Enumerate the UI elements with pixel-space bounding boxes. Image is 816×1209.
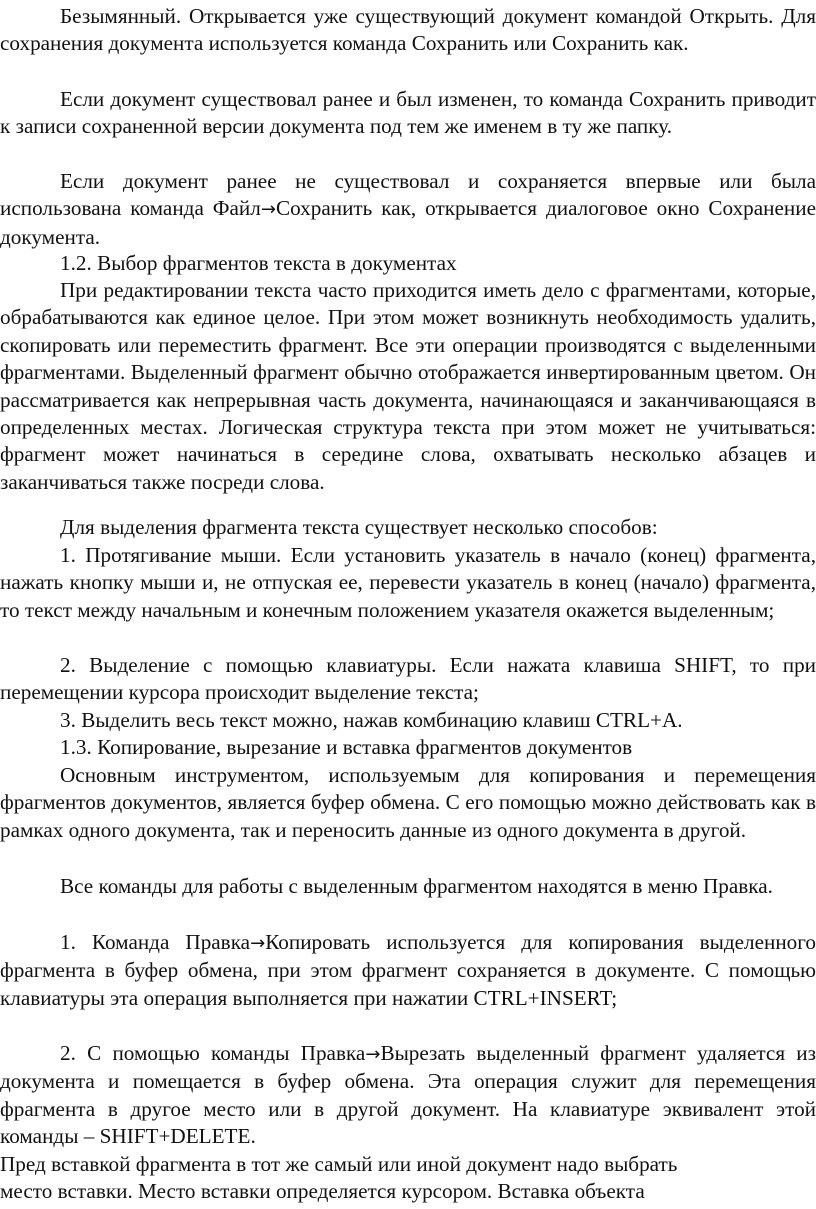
paragraph-edit-menu: Все команды для работы с выделенным фрагментом находятся в меню Правка. xyxy=(60,874,773,898)
paragraph-fragments: При редактировании текста часто приходится иметь дело с фрагментами, которые, обрабатываются как единое целое. При этом может возникнуть необходимость удалить, скопировать или переместить фрагмент. Все эти операции производятся с выделенными фрагментами. Выделенный фрагмент обычно отображается инвертированным цветом. Он рассматривается как непрерывная часть документа, начинающаяся и заканчивающаяся в определенных местах. Логическая структура текста при этом может не учитываться: фрагмент может начинаться в середине слова, охватывать несколько абзацев и заканчиваться также посреди слова. xyxy=(0,278,816,494)
arrow-right-icon: → xyxy=(250,933,266,954)
paragraph-save-new: Если документ ранее не существовал и сохраняется впервые или была использована команда Файл→Сохранить как, открывается диалоговое окно Сохранение документа. xyxy=(0,169,816,249)
paragraph-paste-place xyxy=(0,1151,816,1206)
paragraph-clipboard: Основным инструментом, используемым для копирования и перемещения фрагментов документов, является буфер обмена. С его помощью можно действовать как в рамках одного документа, так и переносить данные из одного документа в другой. xyxy=(0,763,816,842)
list-item-copy-command: 1. Команда Правка→Копировать используется для копирования выделенного фрагмента в буфер обмена, при этом фрагмент сохраняется в документе. С помощью клавиатуры эта операция выполняется при нажатии CTRL+INSERT; xyxy=(0,930,816,1010)
list-item-select-all: 3. Выделить весь текст можно, нажав комбинацию клавиш CTRL+A. xyxy=(60,708,683,732)
arrow-right-icon: → xyxy=(365,1044,381,1065)
section-heading-1-3: 1.3. Копирование, вырезание и вставка фрагментов документов xyxy=(60,735,633,759)
paragraph-open-save: Безымянный. Открывается уже существующий документ командой Открыть. Для сохранения документа используется команда Сохранить или Сохранить как. xyxy=(0,4,816,56)
list-item-mouse-drag: 1. Протягивание мыши. Если установить указатель в начало (конец) фрагмента, нажать кнопку мыши и, не отпуская ее, перевести указатель в конец (начало) фрагмента, то текст между начальным и конечным положением указателя окажется выделенным; xyxy=(0,543,816,622)
paragraph-selection-methods: Для выделения фрагмента текста существует несколько способов: xyxy=(60,515,658,539)
list-item-cut-command: 2. С помощью команды Правка→Вырезать выделенный фрагмент удаляется из документа и помещается в буфер обмена. Эта операция служит для перемещения фрагмента в другое место или в другой документ. На клавиатуре эквивалент этой команды – SHIFT+DELETE. xyxy=(0,1041,816,1149)
list-item-keyboard-select: 2. Выделение с помощью клавиатуры. Если нажата клавиша SHIFT, то при перемещении курсора происходит выделение текста; xyxy=(0,653,816,705)
section-heading-1-2: 1.2. Выбор фрагментов текста в документах xyxy=(60,251,457,275)
paragraph-save-existing: Если документ существовал ранее и был изменен, то команда Сохранить приводит к записи сохраненной версии документа под тем же именем в ту же папку. xyxy=(0,87,816,139)
arrow-right-icon: → xyxy=(260,199,276,221)
paragraph-line: Пред вставкой фрагмента в тот же самый или иной документ надо выбрать xyxy=(0,1152,678,1176)
paragraph-line: место вставки. Место вставки определяется курсором. Вставка объекта xyxy=(0,1179,645,1204)
